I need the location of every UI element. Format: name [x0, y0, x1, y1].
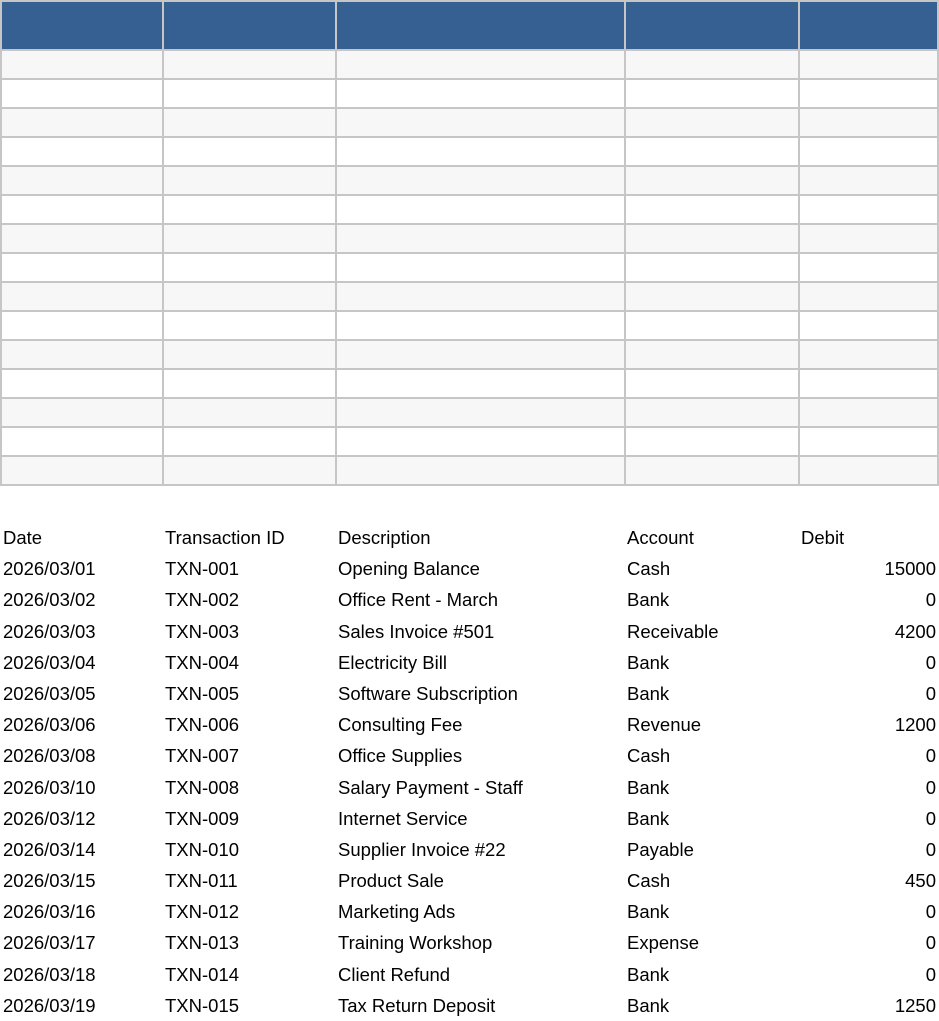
table-cell[interactable] — [799, 108, 938, 137]
description-cell[interactable]: Product Sale — [338, 870, 444, 892]
header-description[interactable]: Description — [338, 527, 431, 548]
header-date[interactable]: Date — [3, 527, 43, 548]
table-cell[interactable] — [163, 224, 336, 253]
description-cell[interactable]: Training Workshop — [338, 932, 493, 954]
table-cell[interactable] — [336, 195, 625, 224]
table-cell[interactable] — [625, 108, 799, 137]
table-cell[interactable] — [1, 427, 163, 456]
debit-cell[interactable]: 0 — [925, 807, 936, 829]
table-cell[interactable] — [1, 253, 163, 282]
debit-cell[interactable]: 0 — [925, 589, 936, 611]
header-row — [0, 522, 939, 553]
table-cell[interactable] — [163, 456, 336, 485]
table-cell[interactable] — [625, 456, 799, 485]
transaction-id-cell[interactable]: TXN-008 — [165, 776, 240, 798]
table-row — [0, 803, 939, 834]
date-cell[interactable]: 2026/03/19 — [3, 994, 96, 1016]
table-cell[interactable] — [625, 50, 799, 79]
table-cell[interactable] — [799, 282, 938, 311]
table-cell[interactable] — [799, 224, 938, 253]
table-cell[interactable] — [336, 253, 625, 282]
transactions-table — [0, 522, 939, 1021]
header-cell[interactable] — [625, 1, 799, 50]
date-cell[interactable]: 2026/03/01 — [3, 558, 96, 580]
table-row — [0, 678, 939, 709]
debit-cell[interactable]: 0 — [925, 776, 936, 798]
table-cell[interactable] — [625, 166, 799, 195]
table-row — [0, 616, 939, 647]
date-cell[interactable]: 2026/03/08 — [3, 745, 96, 767]
table-cell[interactable] — [1, 195, 163, 224]
account-cell[interactable]: Revenue — [627, 714, 702, 736]
table-cell[interactable] — [1, 311, 163, 340]
table-cell[interactable] — [799, 398, 938, 427]
header-cell[interactable] — [163, 1, 336, 50]
table-row — [0, 927, 939, 958]
table-cell[interactable] — [336, 398, 625, 427]
header-cell[interactable] — [336, 1, 625, 50]
table-row — [1, 108, 938, 137]
account-cell[interactable]: Expense — [627, 932, 699, 954]
header-cell[interactable] — [1, 1, 163, 50]
table-cell[interactable] — [336, 340, 625, 369]
table-row — [1, 398, 938, 427]
table-cell[interactable] — [799, 311, 938, 340]
table-cell[interactable] — [1, 137, 163, 166]
description-cell[interactable]: Salary Payment - Staff — [338, 776, 523, 798]
transaction-id-cell[interactable]: TXN-004 — [165, 651, 240, 673]
table-row — [1, 427, 938, 456]
table-cell[interactable] — [1, 79, 163, 108]
table-cell[interactable] — [799, 50, 938, 79]
table-cell[interactable] — [336, 456, 625, 485]
description-cell[interactable]: Marketing Ads — [338, 901, 456, 923]
table-row — [0, 834, 939, 865]
table-cell[interactable] — [1, 282, 163, 311]
table-cell[interactable] — [799, 137, 938, 166]
table-cell[interactable] — [163, 369, 336, 398]
table-cell[interactable] — [1, 224, 163, 253]
debit-cell[interactable]: 4200 — [894, 620, 936, 642]
table-cell[interactable] — [163, 253, 336, 282]
table-cell[interactable] — [1, 398, 163, 427]
header-cell[interactable] — [799, 1, 938, 50]
account-cell[interactable]: Bank — [627, 963, 670, 985]
table-row — [1, 456, 938, 485]
description-cell[interactable]: Electricity Bill — [338, 651, 447, 673]
table-cell[interactable] — [1, 340, 163, 369]
table-header-row — [1, 1, 938, 50]
date-cell[interactable]: 2026/03/02 — [3, 589, 96, 611]
transaction-id-cell[interactable]: TXN-002 — [165, 589, 240, 611]
table-cell[interactable] — [336, 224, 625, 253]
table-row — [1, 253, 938, 282]
table-cell[interactable] — [1, 50, 163, 79]
account-cell[interactable]: Bank — [627, 776, 670, 798]
table-cell[interactable] — [163, 311, 336, 340]
table-cell[interactable] — [625, 253, 799, 282]
table-cell[interactable] — [799, 195, 938, 224]
table-row — [0, 772, 939, 803]
table-cell[interactable] — [336, 137, 625, 166]
table-cell[interactable] — [163, 108, 336, 137]
table-row — [0, 865, 939, 896]
description-cell[interactable]: Office Supplies — [338, 745, 463, 767]
table-cell[interactable] — [1, 456, 163, 485]
date-cell[interactable]: 2026/03/05 — [3, 682, 96, 704]
table-cell[interactable] — [625, 282, 799, 311]
table-cell[interactable] — [336, 369, 625, 398]
table-cell[interactable] — [163, 282, 336, 311]
header-transaction-id[interactable]: Transaction ID — [165, 527, 285, 548]
date-cell[interactable]: 2026/03/15 — [3, 870, 96, 892]
account-cell[interactable]: Cash — [627, 558, 671, 580]
description-cell[interactable]: Opening Balance — [338, 558, 480, 580]
account-cell[interactable]: Receivable — [627, 620, 719, 642]
table-row — [0, 740, 939, 771]
account-cell[interactable]: Bank — [627, 651, 670, 673]
description-cell[interactable]: Consulting Fee — [338, 714, 463, 736]
description-cell[interactable]: Client Refund — [338, 963, 451, 985]
table-cell[interactable] — [625, 311, 799, 340]
debit-cell[interactable]: 0 — [925, 651, 936, 673]
formatted-empty-table — [0, 0, 939, 486]
table-cell[interactable] — [163, 195, 336, 224]
table-cell[interactable] — [799, 427, 938, 456]
debit-cell[interactable]: 0 — [925, 745, 936, 767]
table-cell[interactable] — [163, 79, 336, 108]
description-cell[interactable]: Internet Service — [338, 807, 468, 829]
table-cell[interactable] — [625, 369, 799, 398]
table-cell[interactable] — [336, 50, 625, 79]
table-cell[interactable] — [625, 427, 799, 456]
header-account[interactable]: Account — [627, 527, 694, 548]
table-cell[interactable] — [625, 79, 799, 108]
date-cell[interactable]: 2026/03/18 — [3, 963, 96, 985]
table-row — [1, 79, 938, 108]
table-cell[interactable] — [625, 340, 799, 369]
debit-cell[interactable]: 0 — [925, 838, 936, 860]
table-cell[interactable] — [163, 137, 336, 166]
debit-cell[interactable]: 0 — [925, 682, 936, 704]
date-cell[interactable]: 2026/03/12 — [3, 807, 96, 829]
transaction-id-cell[interactable]: TXN-005 — [165, 682, 240, 704]
transaction-id-cell[interactable]: TXN-006 — [165, 714, 240, 736]
account-cell[interactable]: Cash — [627, 870, 671, 892]
transaction-id-cell[interactable]: TXN-010 — [165, 838, 240, 860]
account-cell[interactable]: Bank — [627, 807, 670, 829]
table-row — [1, 166, 938, 195]
table-row — [0, 584, 939, 615]
table-row — [1, 137, 938, 166]
debit-cell[interactable]: 15000 — [884, 558, 936, 580]
debit-cell[interactable]: 450 — [905, 870, 936, 892]
transaction-id-cell[interactable]: TXN-014 — [165, 963, 240, 985]
table-row — [1, 195, 938, 224]
table-cell[interactable] — [799, 79, 938, 108]
table-cell[interactable] — [163, 166, 336, 195]
table-row — [0, 990, 939, 1021]
table-cell[interactable] — [163, 398, 336, 427]
table-cell[interactable] — [625, 224, 799, 253]
table-cell[interactable] — [163, 50, 336, 79]
date-cell[interactable]: 2026/03/17 — [3, 932, 96, 954]
description-cell[interactable]: Office Rent - March — [338, 589, 499, 611]
debit-cell[interactable]: 1250 — [894, 994, 936, 1016]
table-cell[interactable] — [799, 166, 938, 195]
table-row — [0, 553, 939, 584]
account-cell[interactable]: Payable — [627, 838, 694, 860]
table-row — [0, 709, 939, 740]
date-cell[interactable]: 2026/03/06 — [3, 714, 96, 736]
table-row — [1, 282, 938, 311]
account-cell[interactable]: Bank — [627, 994, 670, 1016]
transaction-id-cell[interactable]: TXN-001 — [165, 558, 240, 580]
table-row — [1, 340, 938, 369]
date-cell[interactable]: 2026/03/16 — [3, 901, 96, 923]
table-cell[interactable] — [1, 166, 163, 195]
transaction-id-cell[interactable]: TXN-012 — [165, 901, 240, 923]
description-cell[interactable]: Sales Invoice #501 — [338, 620, 495, 642]
account-cell[interactable]: Cash — [627, 745, 671, 767]
table-row — [0, 896, 939, 927]
table-cell[interactable] — [625, 195, 799, 224]
description-cell[interactable]: Supplier Invoice #22 — [338, 838, 506, 860]
table-cell[interactable] — [336, 427, 625, 456]
table-cell[interactable] — [799, 253, 938, 282]
table-row — [1, 369, 938, 398]
transaction-id-cell[interactable]: TXN-007 — [165, 745, 240, 767]
header-debit[interactable]: Debit — [801, 527, 845, 548]
table-cell[interactable] — [336, 311, 625, 340]
table-cell[interactable] — [163, 427, 336, 456]
date-cell[interactable]: 2026/03/14 — [3, 838, 96, 860]
table-cell[interactable] — [625, 137, 799, 166]
account-cell[interactable]: Bank — [627, 901, 670, 923]
debit-cell[interactable]: 0 — [925, 932, 936, 954]
transaction-id-cell[interactable]: TXN-015 — [165, 994, 240, 1016]
table-cell[interactable] — [799, 456, 938, 485]
table-cell[interactable] — [336, 166, 625, 195]
account-cell[interactable]: Bank — [627, 682, 670, 704]
table-cell[interactable] — [1, 369, 163, 398]
table-cell[interactable] — [336, 79, 625, 108]
debit-cell[interactable]: 1200 — [894, 714, 936, 736]
table-cell[interactable] — [336, 282, 625, 311]
date-cell[interactable]: 2026/03/03 — [3, 620, 96, 642]
description-cell[interactable]: Tax Return Deposit — [338, 994, 496, 1016]
table-row — [1, 311, 938, 340]
account-cell[interactable]: Bank — [627, 589, 670, 611]
table-cell[interactable] — [799, 369, 938, 398]
transaction-id-cell[interactable]: TXN-009 — [165, 807, 240, 829]
table-cell[interactable] — [163, 340, 336, 369]
table-cell[interactable] — [336, 108, 625, 137]
debit-cell[interactable]: 0 — [925, 963, 936, 985]
transaction-id-cell[interactable]: TXN-003 — [165, 620, 240, 642]
description-cell[interactable]: Software Subscription — [338, 682, 518, 704]
table-cell[interactable] — [625, 398, 799, 427]
date-cell[interactable]: 2026/03/04 — [3, 651, 96, 673]
transaction-id-cell[interactable]: TXN-011 — [165, 870, 238, 892]
table-cell[interactable] — [799, 340, 938, 369]
transaction-id-cell[interactable]: TXN-013 — [165, 932, 240, 954]
table-cell[interactable] — [1, 108, 163, 137]
table-row — [1, 50, 938, 79]
table-row — [0, 959, 939, 990]
date-cell[interactable]: 2026/03/10 — [3, 776, 96, 798]
table-row — [0, 647, 939, 678]
debit-cell[interactable]: 0 — [925, 901, 936, 923]
table-row — [1, 224, 938, 253]
